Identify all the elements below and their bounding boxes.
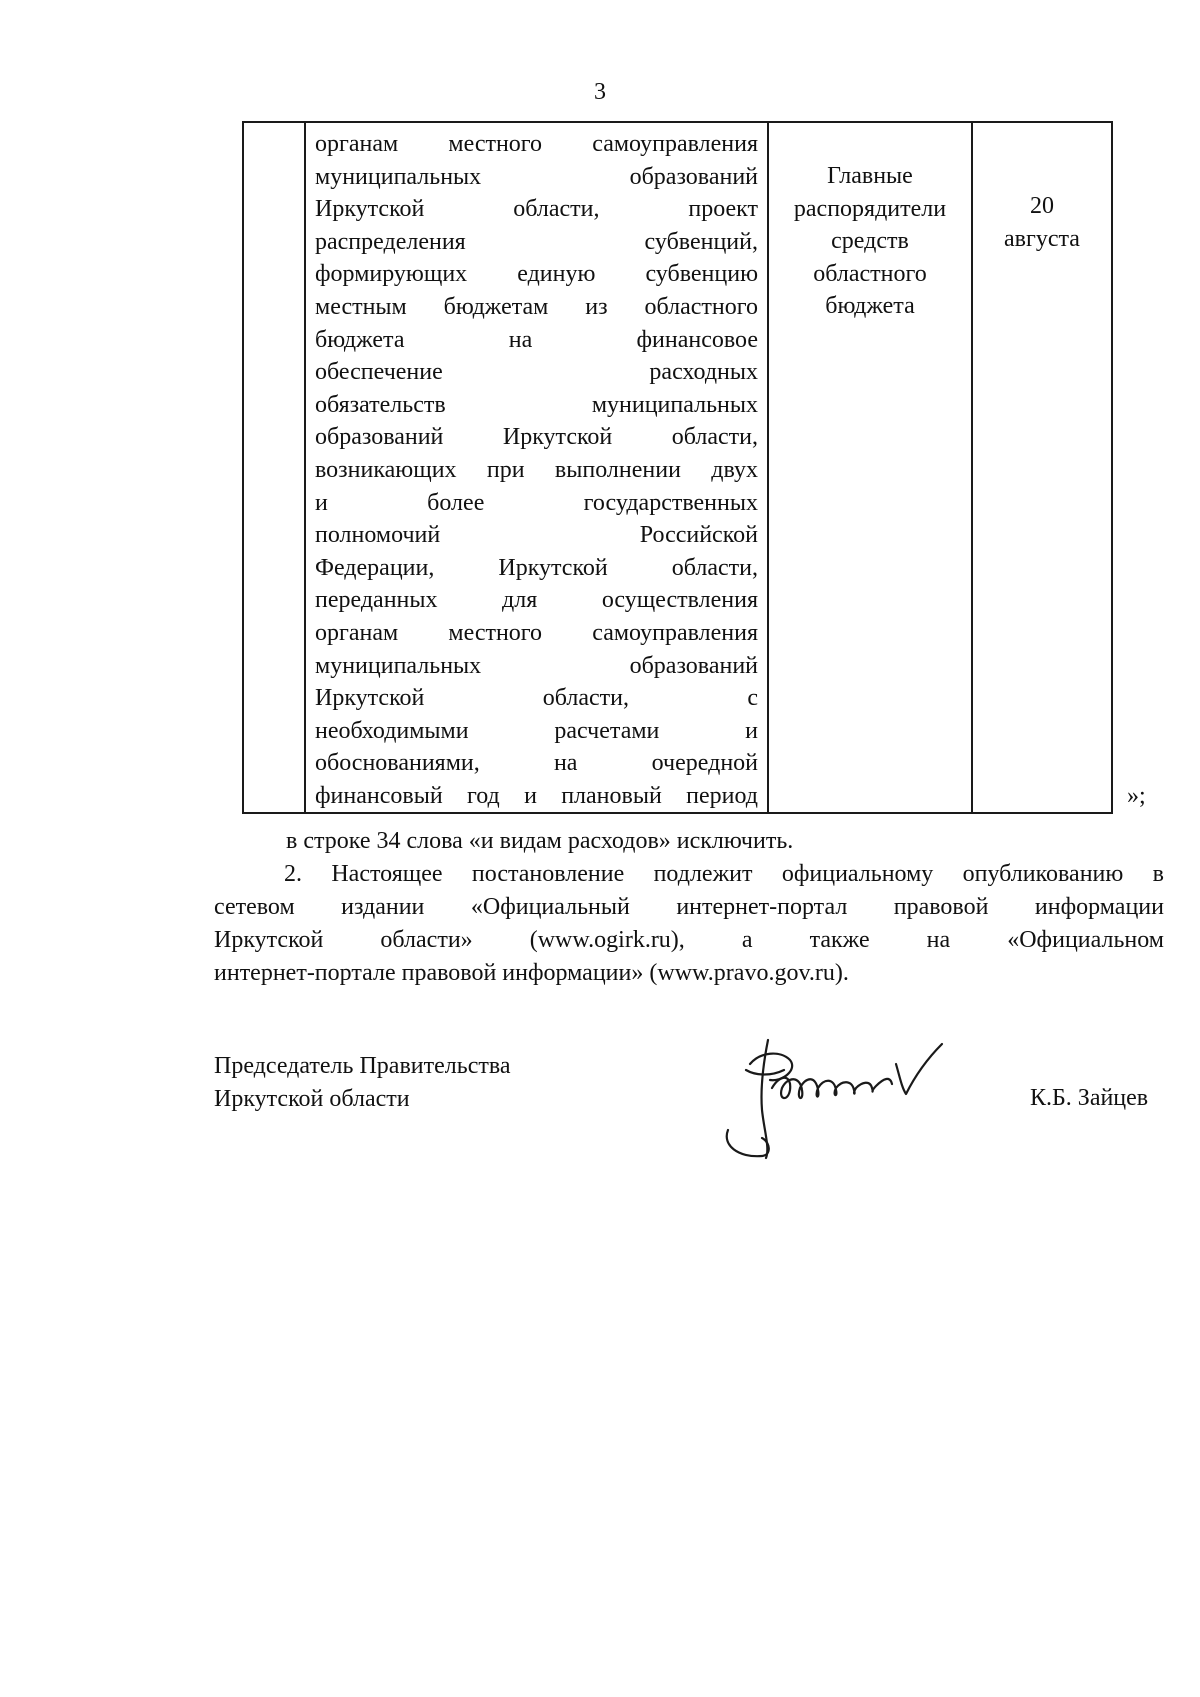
description-line: органам местного самоуправления bbox=[315, 619, 758, 646]
description-line: Иркутской области, проект bbox=[315, 196, 758, 223]
deadline-cell bbox=[972, 122, 1112, 813]
responsible-line: средств bbox=[831, 228, 909, 255]
paragraph-line: 2. Настоящее постановление подлежит официальному опубликованию в bbox=[284, 861, 1164, 887]
handwritten-signature bbox=[720, 1030, 970, 1165]
responsible-line: бюджета bbox=[825, 293, 915, 320]
description-line: полномочий Российской bbox=[315, 522, 758, 549]
description-line: образований Иркутской области, bbox=[315, 424, 758, 451]
description-line: возникающих при выполнении двух bbox=[315, 456, 758, 483]
description-line: местным бюджетам из областного bbox=[315, 293, 758, 320]
description-line: обеспечение расходных bbox=[315, 359, 758, 386]
description-line: бюджета на финансовое bbox=[315, 326, 758, 353]
paragraph-line: Иркутской области» (www.ogirk.ru), а также на «Официальном bbox=[214, 927, 1164, 953]
paragraph-line: интернет-портале правовой информации» (www.pravo.gov.ru). bbox=[214, 960, 849, 986]
description-cell bbox=[305, 122, 768, 813]
publication-paragraph bbox=[214, 858, 1164, 990]
number-cell bbox=[243, 122, 305, 813]
description-line: финансовый год и плановый период bbox=[315, 782, 758, 809]
amendment-paragraph: в строке 34 слова «и видам расходов» исключить. bbox=[286, 828, 794, 854]
signer-title-line: Председатель Правительства bbox=[214, 1053, 511, 1079]
description-line: переданных для осуществления bbox=[315, 587, 758, 614]
signer-title-line: Иркутской области bbox=[214, 1086, 410, 1112]
responsible-cell bbox=[768, 122, 972, 813]
description-line: необходимыми расчетами и bbox=[315, 717, 758, 744]
closing-quote: »; bbox=[1127, 783, 1146, 809]
responsible-line: областного bbox=[813, 260, 927, 287]
description-line: распределения субвенций, bbox=[315, 228, 758, 255]
description-line: формирующих единую субвенцию bbox=[315, 261, 758, 288]
responsible-line: Главные bbox=[827, 163, 913, 189]
deadline-line: августа bbox=[1004, 225, 1080, 252]
description-line: органам местного самоуправления bbox=[315, 131, 758, 157]
description-line: Иркутской области, с bbox=[315, 685, 758, 712]
page-number: 3 bbox=[594, 79, 606, 105]
table-row bbox=[243, 122, 1112, 813]
deadline-line: 20 bbox=[1030, 193, 1054, 219]
description-line: муниципальных образований bbox=[315, 652, 758, 679]
description-line: муниципальных образований bbox=[315, 163, 758, 190]
description-line: обоснованиями, на очередной bbox=[315, 750, 758, 777]
signer-name: К.Б. Зайцев bbox=[1030, 1085, 1149, 1111]
description-line: и более государственных bbox=[315, 489, 758, 516]
description-line: Федерации, Иркутской области, bbox=[315, 554, 758, 581]
description-line: обязательств муниципальных bbox=[315, 391, 758, 418]
signer-title bbox=[214, 1050, 511, 1116]
schedule-table bbox=[242, 121, 1113, 814]
paragraph-line: сетевом издании «Официальный интернет-портал правовой информации bbox=[214, 894, 1164, 920]
responsible-line: распорядители bbox=[793, 195, 947, 222]
